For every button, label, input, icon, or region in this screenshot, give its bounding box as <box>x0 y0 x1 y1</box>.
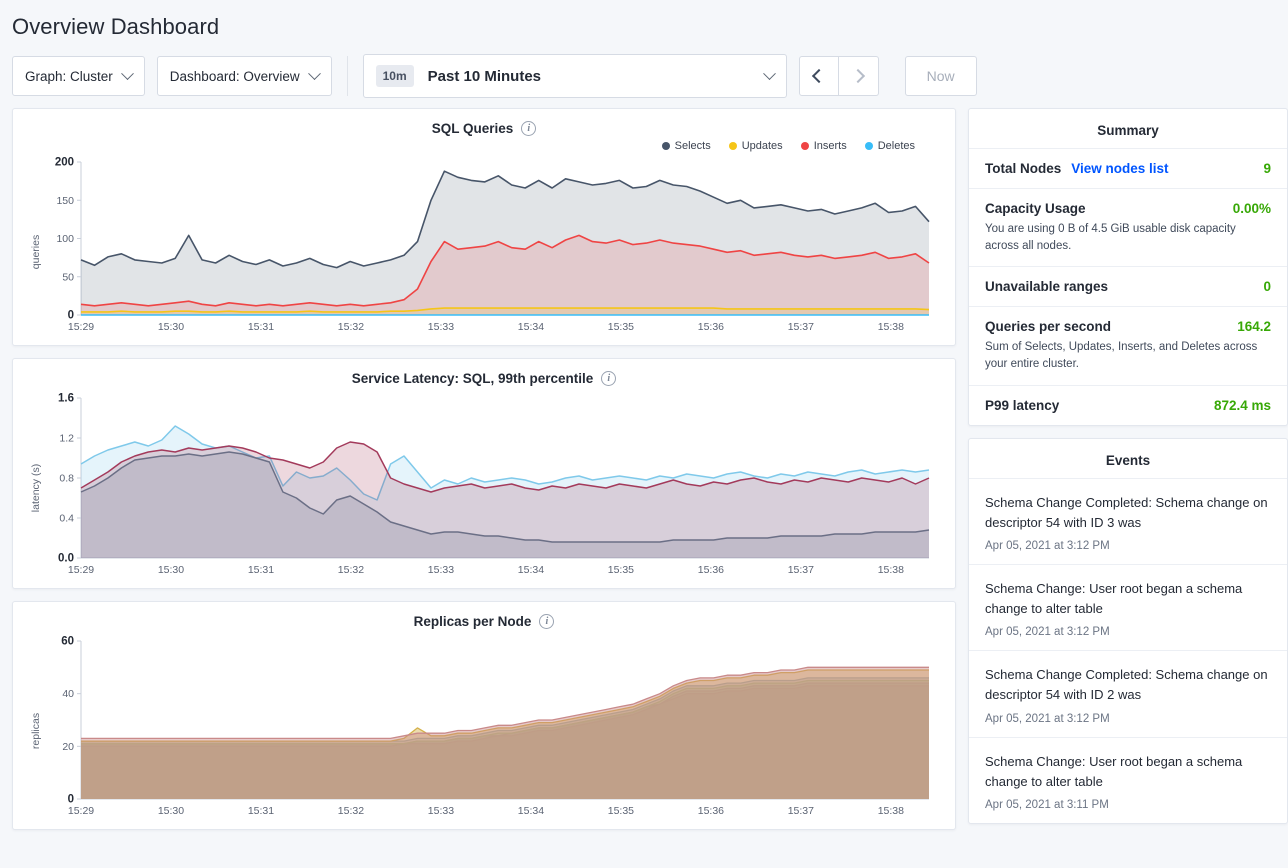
chart-body-sql-queries <box>13 152 955 345</box>
next-range-button[interactable] <box>839 56 879 96</box>
list-item[interactable] <box>969 564 1287 650</box>
events-panel <box>968 438 1288 824</box>
svg-text:15:37: 15:37 <box>787 805 814 818</box>
svg-text:15:31: 15:31 <box>247 321 275 334</box>
event-timestamp: Apr 05, 2021 at 3:11 PM <box>985 798 1109 811</box>
summary-label: Queries per second <box>985 319 1112 335</box>
svg-text:15:32: 15:32 <box>337 805 365 818</box>
summary-label: Unavailable ranges <box>985 279 1109 295</box>
svg-text:15:30: 15:30 <box>157 564 185 577</box>
summary-label: Capacity Usage <box>985 201 1086 216</box>
previous-range-button[interactable] <box>799 56 839 96</box>
svg-text:100: 100 <box>56 233 74 246</box>
summary-description: You are using 0 B of 4.5 GiB usable disk capacity across all nodes. <box>985 223 1236 252</box>
chart-title-replicas-per-node <box>13 602 955 631</box>
chart-title-service-latency <box>13 359 955 388</box>
summary-value: 0 <box>1263 279 1271 295</box>
svg-text:1.2: 1.2 <box>59 432 74 445</box>
event-title: Schema Change Completed: Schema change on descriptor 54 with ID 2 was <box>985 667 1268 703</box>
graph-selector[interactable] <box>12 56 145 96</box>
chart-card-service-latency <box>12 358 956 589</box>
svg-text:60: 60 <box>61 635 74 648</box>
svg-text:15:30: 15:30 <box>157 805 185 818</box>
side-column <box>968 108 1288 836</box>
svg-text:15:34: 15:34 <box>517 805 545 818</box>
svg-text:15:33: 15:33 <box>427 805 455 818</box>
svg-text:0: 0 <box>67 309 74 322</box>
legend-item-selects: Selects <box>662 140 711 152</box>
svg-text:1.6: 1.6 <box>58 392 74 405</box>
svg-text:40: 40 <box>62 688 74 701</box>
svg-text:15:37: 15:37 <box>787 321 814 334</box>
time-nav-group <box>799 56 879 96</box>
svg-text:0.8: 0.8 <box>59 472 74 485</box>
now-button[interactable]: Now <box>905 56 977 96</box>
svg-text:15:34: 15:34 <box>517 321 545 334</box>
svg-text:15:32: 15:32 <box>337 321 365 334</box>
svg-text:queries: queries <box>30 234 42 270</box>
svg-text:15:33: 15:33 <box>427 564 455 577</box>
svg-text:0: 0 <box>67 793 74 806</box>
svg-text:15:34: 15:34 <box>517 564 545 577</box>
page-title: Overview Dashboard <box>12 14 220 39</box>
svg-text:15:38: 15:38 <box>877 564 904 577</box>
graph-selector-label: Graph: Cluster <box>25 68 113 84</box>
svg-text:15:38: 15:38 <box>877 321 904 334</box>
svg-text:150: 150 <box>56 194 74 207</box>
legend-item-inserts: Inserts <box>801 140 847 152</box>
svg-text:15:31: 15:31 <box>247 805 275 818</box>
svg-text:replicas: replicas <box>30 713 42 750</box>
svg-text:15:35: 15:35 <box>607 564 635 577</box>
svg-text:15:29: 15:29 <box>67 805 95 818</box>
summary-row-p99-latency <box>969 385 1287 425</box>
chart-card-sql-queries <box>12 108 956 346</box>
summary-row-queries-per-second <box>969 306 1287 384</box>
chevron-down-icon <box>121 67 134 80</box>
chart-plot-sql-queries[interactable] <box>23 152 947 337</box>
svg-text:15:37: 15:37 <box>787 564 814 577</box>
svg-text:0.0: 0.0 <box>58 552 74 565</box>
svg-text:latency (s): latency (s) <box>30 463 42 513</box>
chart-title-text: Service Latency: SQL, 99th percentile <box>351 371 594 387</box>
chart-plot-replicas-per-node[interactable] <box>23 631 947 821</box>
svg-text:50: 50 <box>62 271 74 284</box>
list-item[interactable] <box>969 650 1287 736</box>
event-timestamp: Apr 05, 2021 at 3:12 PM <box>985 712 1110 725</box>
chart-title-text: SQL Queries <box>431 121 514 136</box>
summary-panel <box>968 108 1288 426</box>
chevron-down-icon <box>308 67 321 80</box>
info-icon[interactable]: i <box>539 614 554 629</box>
svg-text:15:36: 15:36 <box>697 805 725 818</box>
time-range-selector[interactable] <box>363 54 787 98</box>
svg-text:15:33: 15:33 <box>427 321 455 334</box>
chart-legend-sql-queries <box>13 138 955 152</box>
summary-heading: Summary <box>1097 123 1159 138</box>
dashboard-selector[interactable] <box>157 56 332 96</box>
list-item[interactable] <box>969 737 1287 823</box>
chevron-down-icon <box>763 67 776 80</box>
chart-card-replicas-per-node <box>12 601 956 830</box>
time-range-badge: 10m <box>376 65 414 87</box>
charts-column <box>12 108 956 842</box>
list-item[interactable] <box>969 478 1287 564</box>
summary-value: 9 <box>1263 161 1271 176</box>
event-title: Schema Change: User root began a schema change to alter table <box>985 753 1243 789</box>
svg-text:15:31: 15:31 <box>247 564 275 577</box>
chart-plot-service-latency[interactable] <box>23 388 947 580</box>
summary-label: Total Nodes <box>985 161 1062 176</box>
svg-text:15:35: 15:35 <box>607 321 635 334</box>
events-heading: Events <box>1105 452 1151 468</box>
chevron-right-icon <box>851 69 865 83</box>
info-icon[interactable]: i <box>521 121 536 136</box>
summary-value: 0.00% <box>1232 201 1271 216</box>
svg-text:15:30: 15:30 <box>157 321 185 334</box>
summary-row-unavailable-ranges <box>969 266 1287 306</box>
chevron-left-icon <box>812 69 826 83</box>
summary-value: 164.2 <box>1237 319 1271 335</box>
svg-text:15:29: 15:29 <box>67 564 95 577</box>
dashboard-content <box>0 98 1288 842</box>
chart-body-replicas-per-node <box>13 631 955 829</box>
toolbar-divider <box>347 56 348 96</box>
svg-text:200: 200 <box>54 156 74 169</box>
dashboard-selector-label: Dashboard: Overview <box>169 68 300 84</box>
svg-text:15:36: 15:36 <box>697 321 725 334</box>
summary-label: P99 latency <box>985 397 1060 413</box>
summary-value: 872.4 ms <box>1213 397 1271 413</box>
svg-text:15:29: 15:29 <box>67 321 95 334</box>
svg-text:0.4: 0.4 <box>59 512 74 525</box>
time-range-label: Past 10 Minutes <box>427 67 542 85</box>
event-timestamp: Apr 05, 2021 at 3:12 PM <box>985 539 1110 552</box>
chart-body-service-latency <box>13 388 955 588</box>
view-nodes-list-link[interactable]: View nodes list <box>1071 161 1169 176</box>
summary-row-total-nodes <box>969 148 1287 188</box>
svg-text:15:38: 15:38 <box>877 805 904 818</box>
toolbar <box>0 40 1288 98</box>
legend-item-deletes: Deletes <box>865 140 915 152</box>
event-timestamp: Apr 05, 2021 at 3:12 PM <box>985 626 1110 639</box>
chart-title-text: Replicas per Node <box>413 614 532 630</box>
svg-text:15:36: 15:36 <box>697 564 725 577</box>
event-title: Schema Change: User root began a schema change to alter table <box>985 580 1243 617</box>
summary-row-capacity-usage <box>969 188 1287 266</box>
svg-text:20: 20 <box>62 740 74 753</box>
info-icon[interactable]: i <box>601 371 616 386</box>
svg-text:15:35: 15:35 <box>607 805 635 818</box>
summary-description: Sum of Selects, Updates, Inserts, and Deletes across your entire cluster. <box>985 341 1258 371</box>
svg-text:15:32: 15:32 <box>337 564 365 577</box>
event-title: Schema Change Completed: Schema change on descriptor 54 with ID 3 was <box>985 494 1268 530</box>
chart-title-sql-queries <box>13 109 955 138</box>
legend-item-updates: Updates <box>729 140 783 152</box>
